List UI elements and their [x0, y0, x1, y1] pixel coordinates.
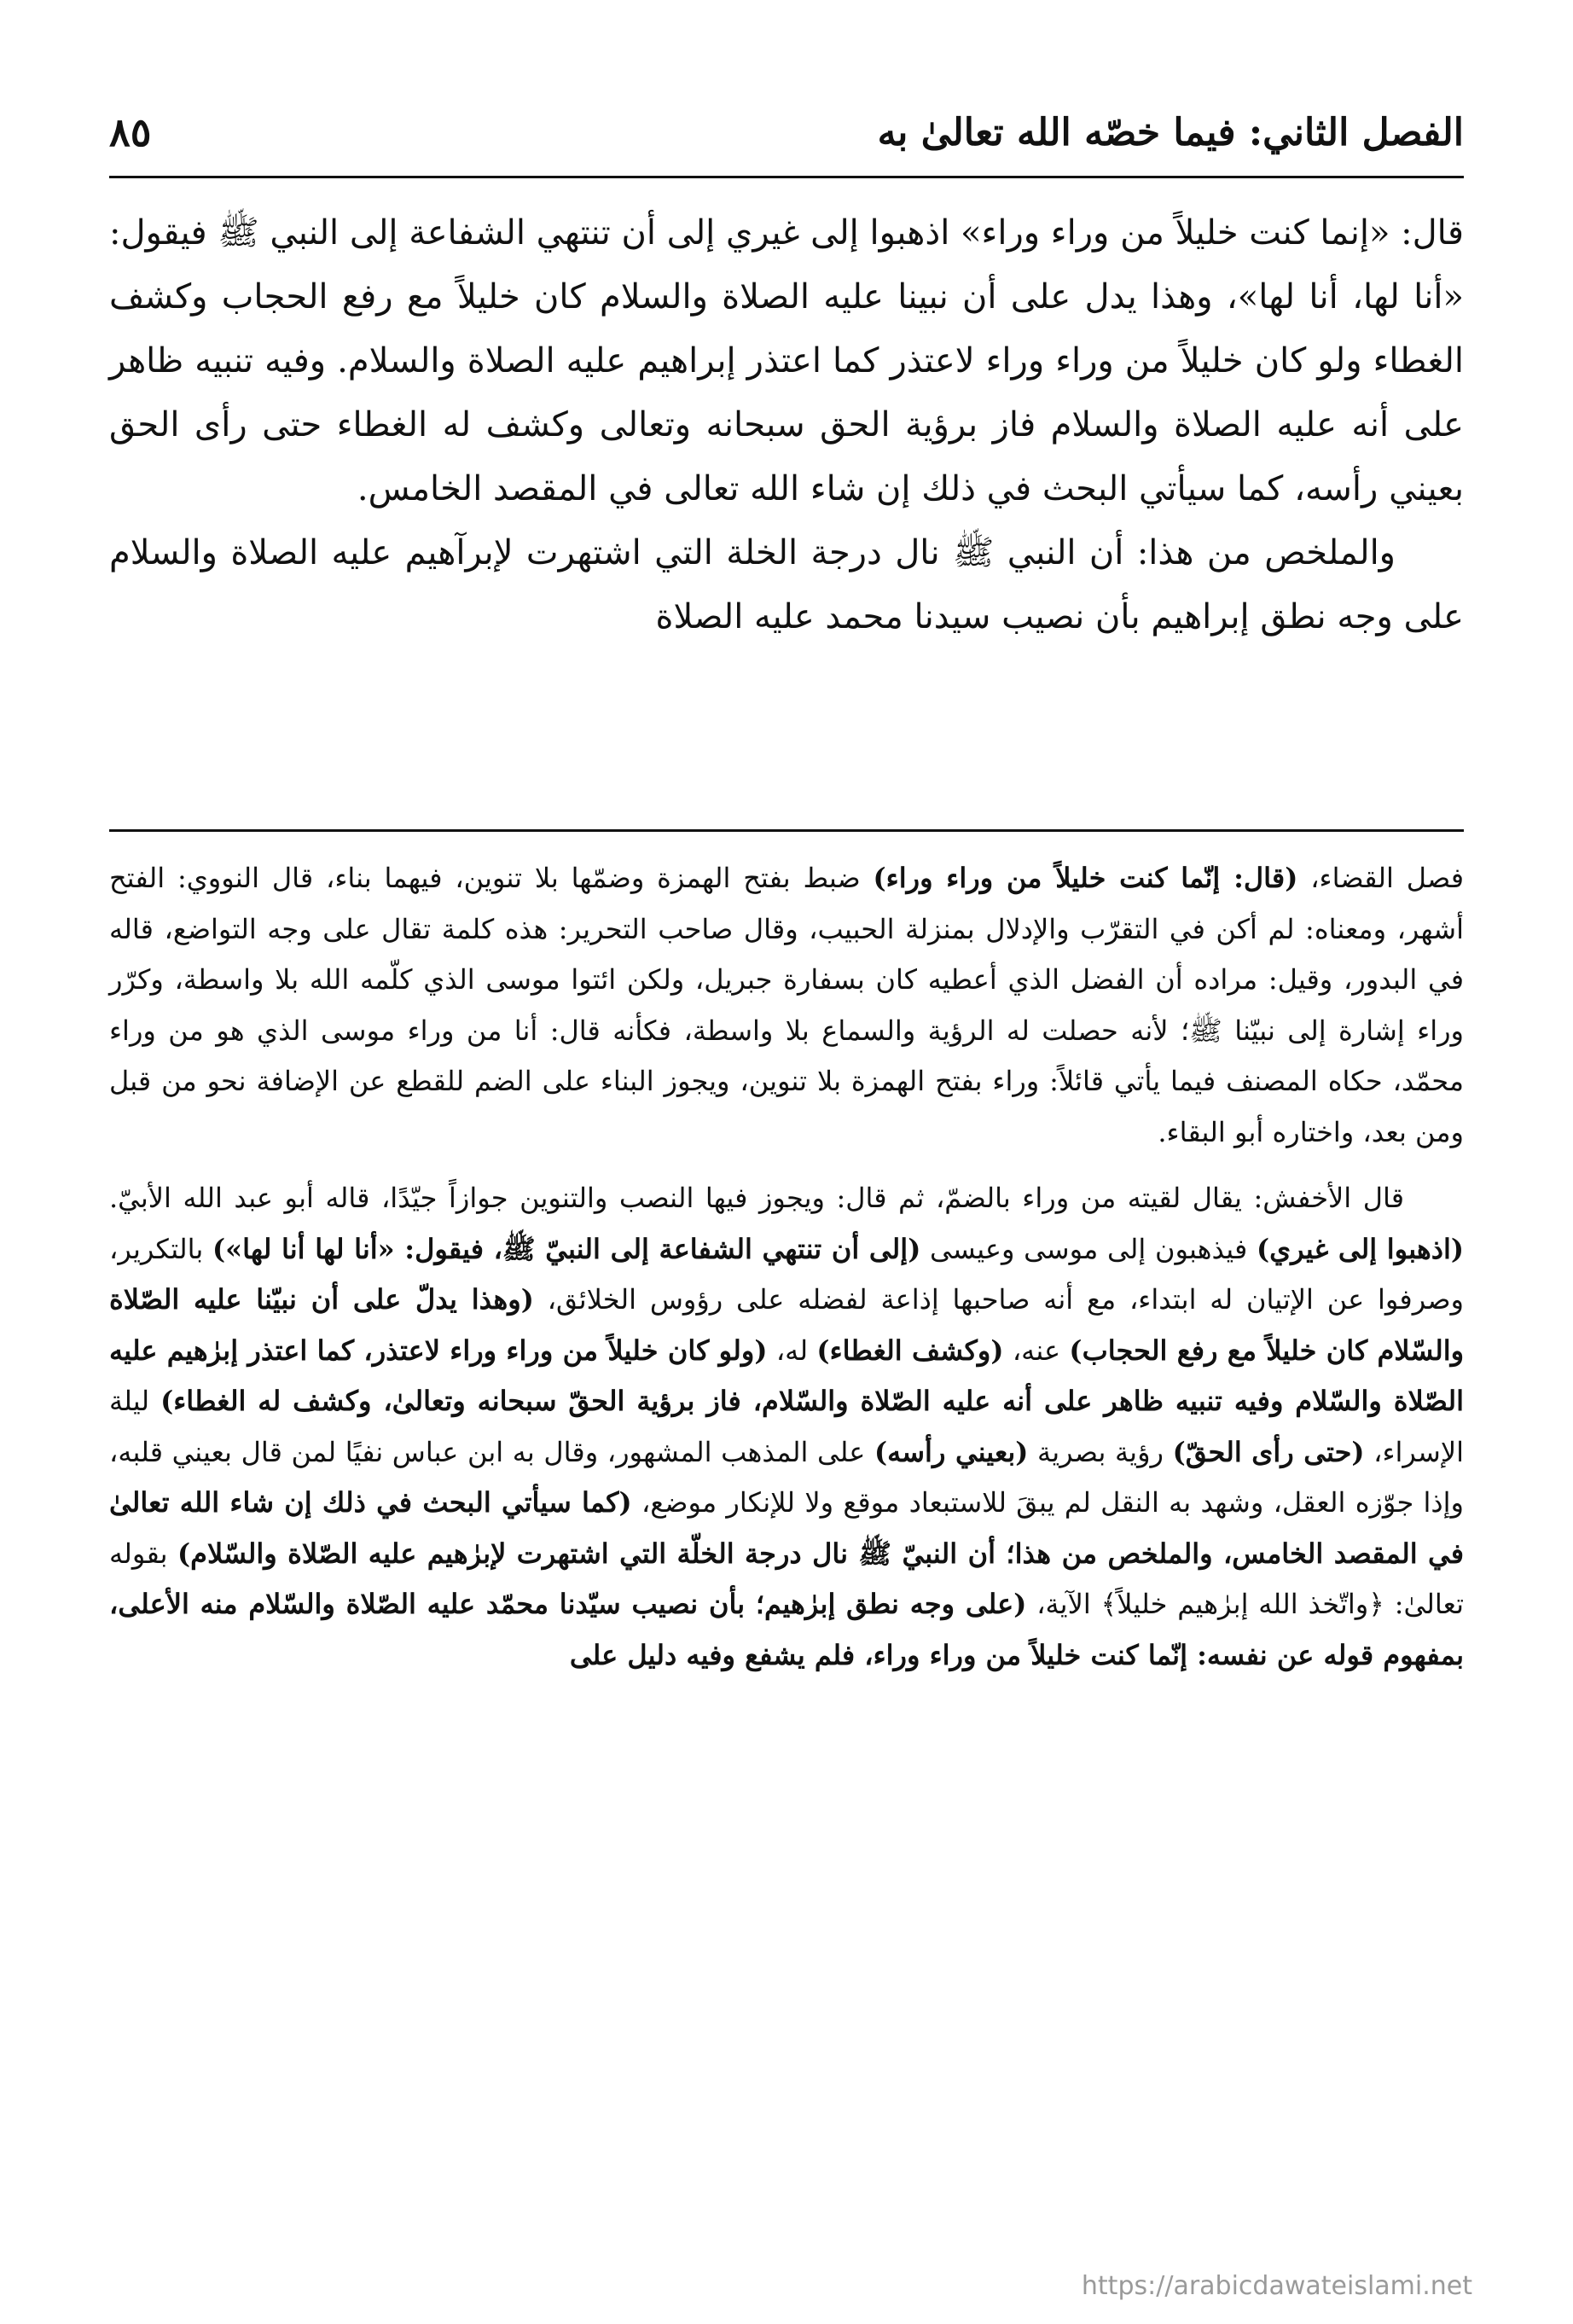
- commentary-paragraph: [109, 1173, 1464, 1681]
- commentary-text: قال الأخفش: يقال لقيته من وراء بالضمّ، ثم قال: ويجوز فيها النصب والتنوين جوازاً جيّدًا، قاله أبو عبد الله الأبيّ.: [109, 1182, 1405, 1214]
- commentary-text: له،: [767, 1333, 817, 1367]
- quoted-text: (إلى أن تنتهي الشفاعة إلى النبيّ ﷺ، فيقول: «أنا لها أنا لها»): [212, 1232, 921, 1265]
- watermark-url: https://arabicdawateislami.net: [1081, 2271, 1472, 2301]
- commentary-divider: [109, 829, 1464, 832]
- chapter-title: الفصل الثاني: فيما خصّه الله تعالىٰ به: [877, 110, 1464, 154]
- quoted-text: (قال: إنّما كنت خليلاً من وراء وراء): [873, 862, 1298, 894]
- commentary-text: بالتكرير، وصرفوا عن الإتيان له ابتداء، مع أنه صاحبها إذاعة لفضله على رؤوس الخلائق،: [109, 1232, 1465, 1316]
- main-text: [109, 201, 1464, 649]
- quoted-text: (كما سيأتي البحث في ذلك إن شاء الله تعالىٰ في المقصد الخامس، والملخص من هذا؛ أن النبيّ ﷺ نال درجة الخلّة التي اشتهرت لإبرٰهيم عليه الصّلاة والسّلام): [109, 1486, 1465, 1570]
- main-paragraph: والملخص من هذا: أن النبي ﷺ نال درجة الخلة التي اشتهرت لإبرآهيم عليه الصلاة والسلام على وجه نطق إبراهيم بأن نصيب سيدنا محمد عليه الصلاة: [109, 533, 1464, 636]
- commentary-text: عنه،: [1003, 1333, 1070, 1367]
- quoted-text: (حتى رأى الحقّ): [1172, 1435, 1365, 1468]
- commentary-text: ضبط بفتح الهمزة وضمّها بلا تنوين، فيهما بناء، قال النووي: الفتح أشهر، ومعناه: لم أكن في التقرّب والإدلال بمنزلة الحبيب، وقال صاحب التحرير: هذه كلمة تقال على وجه التواضع، قاله في البدور، وقيل: مراده أن الفضل الذي أعطيه كان بسفارة جبريل، ولكن ائتوا موسى الذي كلّمه الله بلا واسطة، وكرّر وراء إشارة إلى نبيّنا ﷺ؛ لأنه حصلت له الرؤية والسماع بلا واسطة، فكأنه قال: أنا من وراء موسى الذي هو من وراء محمّد، حكاه المصنف فيما يأتي قائلاً: وراء بفتح الهمزة بلا تنوين، ويجوز البناء على الضم للقطع عن الإضافة نحو من قبل ومن بعد، واختاره أبو البقاء.: [109, 862, 1465, 1148]
- commentary-text: على المذهب المشهور، وقال به ابن عباس نفيًا لمن قال بعيني قلبه، وإذا جوّزه العقل، وشهد به النقل لم يبقَ للاستبعاد موقع ولا للإنكار موضع،: [109, 1435, 1465, 1519]
- commentary-paragraph: [109, 853, 1464, 1158]
- quoted-text: (بعيني رأسه): [874, 1435, 1029, 1468]
- page-header: [109, 102, 1464, 162]
- quoted-text: (على وجه نطق إبرٰهيم؛ بأن نصيب سيّدنا محمّد عليه الصّلاة والسّلام منه الأعلى، بمفهوم قوله عن نفسه: إنّما كنت خليلاً من وراء وراء، فلم يشفع وفيه دليل على: [109, 1588, 1464, 1671]
- commentary: [109, 853, 1464, 1681]
- page-number: ٨٥: [109, 109, 152, 155]
- header-rule: [109, 176, 1464, 178]
- quoted-text: (وهذا يدلّ على أن نبيّنا عليه الصّلاة والسّلام كان خليلاً مع رفع الحجاب): [109, 1283, 1465, 1367]
- commentary-text: بقوله تعالىٰ: ﴿واتّخذ الله إبرٰهيم خليلاً﴾ الآية،: [109, 1537, 1465, 1620]
- quoted-text: (ولو كان خليلاً من وراء وراء لاعتذر، كما اعتذر إبرٰهيم عليه الصّلاة والسّلام وفيه تنبيه ظاهر على أنه عليه الصّلاة والسّلام، فاز برؤية الحقّ سبحانه وتعالىٰ، وكشف له الغطاء): [109, 1333, 1465, 1417]
- quoted-text: (اذهبوا إلى غيري): [1256, 1232, 1465, 1265]
- commentary-text: فصل القضاء،: [1297, 862, 1465, 894]
- commentary-text: فيذهبون إلى موسى وعيسى: [920, 1232, 1257, 1265]
- commentary-text: رؤية بصرية: [1028, 1435, 1173, 1468]
- main-paragraph: قال: «إنما كنت خليلاً من وراء وراء» اذهبوا إلى غيري إلى أن تنتهي الشفاعة إلى النبي ﷺ فيقول: «أنا لها، أنا لها»، وهذا يدل على أن نبينا عليه الصلاة والسلام كان خليلاً مع رفع الحجاب وكشف الغطاء ولو كان خليلاً من وراء وراء لاعتذر كما اعتذر إبراهيم عليه الصلاة والسلام. وفيه تنبيه ظاهر على أنه عليه الصلاة والسلام فاز برؤية الحق سبحانه وتعالى وكشف له الغطاء حتى رأى الحق بعيني رأسه، كما سيأتي البحث في ذلك إن شاء الله تعالى في المقصد الخامس.: [109, 213, 1464, 508]
- commentary-text: ليلة الإسراء،: [109, 1385, 1465, 1468]
- quoted-text: (وكشف الغطاء): [816, 1333, 1004, 1367]
